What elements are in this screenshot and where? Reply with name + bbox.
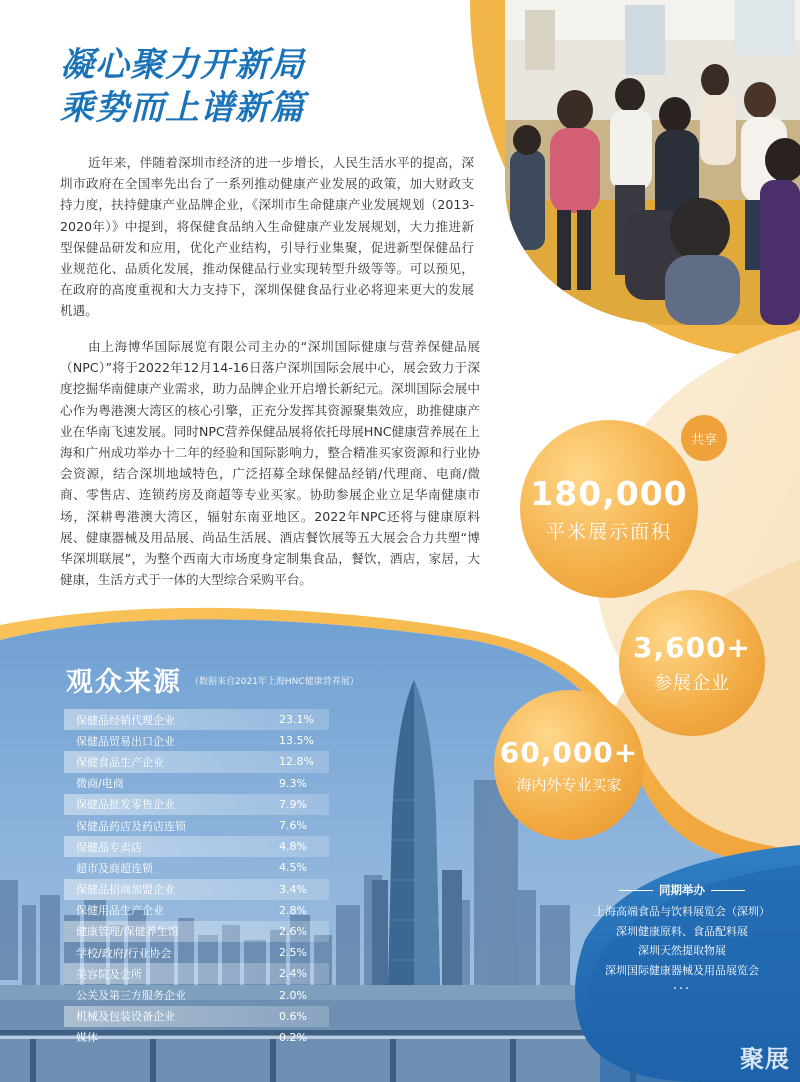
audience-row-name: 保健品药店及药店连锁 [76,819,186,833]
audience-row-pct: 7.9% [279,797,307,811]
audience-row-name: 保健品招商加盟企业 [76,883,175,897]
audience-row [64,730,329,751]
area-value: 180,000 [530,473,688,513]
audience-row-pct: 12.8% [279,755,314,769]
audience-row [64,751,329,772]
audience-row [64,984,329,1005]
buyers-value: 60,000+ [499,735,639,769]
headline [60,44,305,130]
audience-row-name: 学校/政府/行业协会 [76,946,172,960]
audience-row-name: 保健品专卖店 [76,840,142,854]
audience-row-name: 保健品贸易出口企业 [76,734,175,748]
audience-row [64,815,329,836]
audience-row-pct: 7.6% [279,819,307,833]
audience-row-name: 保健品批发零售企业 [76,798,175,812]
exhibitors-stat-bubble [619,590,765,736]
audience-row-name: 健康管理/保健养生馆 [76,925,179,939]
audience-row-name: 微商/电商 [76,777,124,791]
audience-row [64,942,329,963]
exhibition-paragraph: 由上海博华国际展览有限公司主办的“深圳国际健康与营养保健品展（NPC）”将于2022年12月14-16日落户深圳国际会展中心，展会致力于深度挖掘华南健康产业需求，助力品牌企业开启增长新纪元。深圳国际会展中心作为粤港澳大湾区的核心引擎，正充分发挥其资源聚集效应，助推健康产业在华南飞速发展。同时NPC营养保健品展将依托母展HNC健康营养展在上海和广州成功举办十二年的经验和国际影响力，整合精准买家资源和行业协会资源，结合深圳地域特色，广泛招募全球保健品经销/代理商、电商/微商、零售店、连锁药房及商超等专业买家。协助参展企业立足华南健康市场，深耕粤港澳大湾区，辐射东南亚地区。2022年NPC还将与健康原料展、健康器械及用品展、尚品生活展、酒店餐饮展等五大展会合力共塑“博华深圳联展”，为整个西南大市场度身定制集食品，餐饮，酒店，家居，大健康，生活方式于一体的大型综合采购平台。 [60,339,480,588]
divider [711,890,745,891]
divider [619,890,653,891]
audience-row [64,879,329,900]
audience-row [64,773,329,794]
audience-row-name: 保健用品生产企业 [76,904,164,918]
audience-row [64,921,329,942]
audience-row [64,963,329,984]
audience-row-pct: 0.6% [279,1009,307,1023]
audience-row [64,1006,329,1027]
audience-row-pct: 3.4% [279,882,307,896]
audience-row-pct: 2.6% [279,924,307,938]
audience-row [64,709,329,730]
audience-row-pct: 2.8% [279,903,307,917]
concurrent-title-wrap [584,882,780,898]
exhibitors-label: 参展企业 [654,673,730,694]
audience-table [64,709,329,1048]
audience-row-name: 机械及包装设备企业 [76,1010,175,1024]
audience-row [64,794,329,815]
audience-row-pct: 2.0% [279,988,307,1002]
audience-source-note: （数据来自2021年上海HNC健康营养展） [190,677,359,687]
audience-row-pct: 2.4% [279,967,307,981]
headline-line-2: 乘势而上谱新篇 [60,88,305,128]
concurrent-item: 深圳天然提取物展 [638,944,726,957]
area-label: 平米展示面积 [545,520,672,543]
audience-row-pct: 13.5% [279,734,314,748]
watermark-logo: 聚展 [740,1045,790,1073]
intro-paragraph: 近年来，伴随着深圳市经济的进一步增长，人民生活水平的提高，深圳市政府在全国率先出台了一系列推动健康产业发展的政策，加大财政支持力度，扶持健康产业品牌企业，《深圳市生命健康产业发展规划（2013-2020年）》中提到，将保健食品纳入生命健康产业发展规划，大力推进新型保健品研发和应用，优化产业结构，引导行业集聚，促进新型保健品行业规范化、品质化发展，推动保健品行业实现转型升级等等。可以预见，在政府的高度重视和大力支持下，深圳保健食品行业必将迎来更大的发展机遇。 [60,155,474,319]
concurrent-exhibitions [584,882,780,997]
audience-row-pct: 0.2% [279,1030,307,1044]
exhibition-crowd-photo [505,0,800,325]
more-indicator: ··· [672,982,692,997]
headline-line-1: 凝心聚力开新局 [60,45,305,85]
audience-row-name: 媒体 [76,1031,98,1045]
buyers-label: 海内外专业买家 [516,775,622,794]
audience-row-pct: 4.5% [279,861,307,875]
audience-title: 观众来源 [66,667,182,698]
concurrent-title: 同期举办 [659,883,705,897]
audience-row [64,900,329,921]
audience-row [64,1027,329,1048]
concurrent-item: 深圳国际健康器械及用品展览会 [605,963,759,977]
audience-row-pct: 9.3% [279,776,307,790]
exhibitors-value: 3,600+ [632,631,752,664]
audience-row-name: 保健食品生产企业 [76,755,164,769]
audience-row-pct: 23.1% [279,713,314,727]
audience-row-pct: 4.8% [279,840,307,854]
concurrent-item: 深圳健康原料、食品配料展 [616,924,748,938]
audience-row [64,836,329,857]
buyers-stat-bubble [494,690,644,840]
audience-row [64,857,329,878]
audience-row-name: 美容院及会所 [76,967,142,981]
audience-row-name: 保健品经销代理企业 [76,713,175,727]
audience-row-name: 公关及第三方服务企业 [76,989,186,1003]
concurrent-item: 上海高端食品与饮料展览会（深圳） [594,905,770,918]
audience-row-name: 超市及商超连锁 [76,861,153,875]
area-stat-bubble [520,420,698,598]
audience-row-pct: 2.5% [279,946,307,960]
share-tag: 共享 [681,415,727,461]
